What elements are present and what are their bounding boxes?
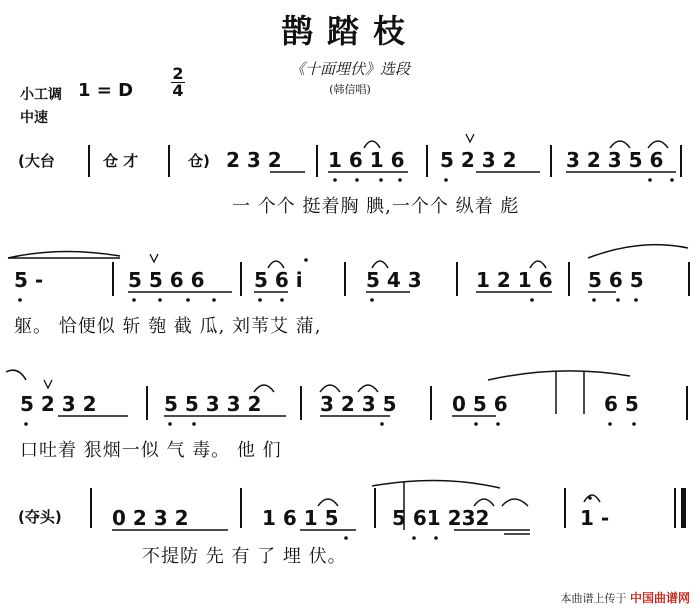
barline: [374, 488, 376, 528]
mode-label: 小工调: [20, 87, 62, 103]
measure-notes: 5 6 5: [588, 268, 644, 292]
low-octave-dot: [132, 298, 136, 302]
measure-notes: 5 2 3 2: [20, 392, 97, 416]
low-octave-dot: [186, 298, 190, 302]
footer-prefix: 本曲谱上传于: [560, 592, 627, 605]
barline: [300, 386, 302, 420]
tie: [588, 245, 688, 258]
barline: [88, 145, 90, 177]
slur: [358, 385, 378, 392]
measure-notes: 5 6 i: [254, 268, 303, 292]
low-octave-dot: [634, 298, 638, 302]
slur: [474, 499, 494, 506]
slur: [610, 141, 630, 148]
low-octave-dot: [380, 422, 384, 426]
lyric-line: 躯。 恰便似 斩 匏 截 瓜, 刘苇艾 蒲,: [14, 316, 322, 337]
percussion-duotou: (夺头): [18, 508, 62, 526]
measure-notes: 3 2 3 5 6: [566, 148, 664, 172]
measure-notes: 5 -: [14, 268, 44, 292]
barline: [564, 488, 566, 528]
barline: [426, 145, 428, 177]
measure-notes: 6 5: [604, 392, 639, 416]
measure-notes: 5 5 6 6: [128, 268, 205, 292]
measure-notes: 1 2 1 6: [476, 268, 553, 292]
measure-notes: 0 5 6: [452, 392, 508, 416]
fermata-dot: [588, 496, 592, 500]
time-signature: [171, 66, 185, 99]
measure-notes: 5 2 3 2: [440, 148, 517, 172]
slur: [648, 141, 668, 148]
barline: [456, 262, 458, 296]
low-octave-dot: [370, 298, 374, 302]
breath-mark: [466, 134, 474, 142]
low-octave-dot: [616, 298, 620, 302]
percussion-end: 仓): [188, 152, 210, 170]
measure-notes: 5 4 3: [366, 268, 422, 292]
low-octave-dot: [530, 298, 534, 302]
low-octave-dot: [632, 422, 636, 426]
slur: [372, 261, 388, 268]
barline: [168, 145, 170, 177]
measure-notes: 1 6 1 6: [328, 148, 405, 172]
barline: [344, 262, 346, 296]
barline: [90, 488, 92, 528]
barline: [686, 386, 688, 420]
barline: [240, 262, 242, 296]
barline: [112, 262, 114, 296]
low-octave-dot: [648, 178, 652, 182]
breath-mark: [44, 380, 52, 388]
low-octave-dot: [608, 422, 612, 426]
measure-notes: 5 5 3 3 2: [164, 392, 262, 416]
time-numerator: 2: [172, 64, 184, 83]
time-denominator: 4: [172, 81, 184, 100]
low-octave-dot: [192, 422, 196, 426]
measure-notes: 5 61 232: [392, 506, 490, 530]
measure-notes: 2 3 2: [226, 148, 282, 172]
high-octave-dot: [304, 258, 308, 262]
measure-notes: 1 6 1 5: [262, 506, 339, 530]
measure-notes: 3 2 3 5: [320, 392, 397, 416]
barline: [680, 145, 682, 177]
slur: [502, 499, 528, 506]
tempo-label: 中速: [20, 110, 48, 126]
barline: [240, 488, 242, 528]
low-octave-dot: [24, 422, 28, 426]
low-octave-dot: [496, 422, 500, 426]
lyric-line: 口吐着 狠烟一似 气 毒。 他 们: [20, 440, 282, 461]
final-barline-thin: [674, 488, 676, 528]
lyric-line: 不提防 先 有 了 埋 伏。: [142, 546, 347, 567]
measure-notes: 1 -: [580, 506, 610, 530]
low-octave-dot: [412, 536, 416, 540]
slur: [364, 141, 380, 148]
low-octave-dot: [158, 298, 162, 302]
barline: [550, 145, 552, 177]
barline: [688, 262, 690, 296]
slur: [320, 385, 340, 392]
slur: [268, 261, 284, 268]
low-octave-dot: [168, 422, 172, 426]
breath-mark: [150, 254, 158, 262]
low-octave-dot: [398, 178, 402, 182]
tie: [372, 480, 500, 488]
slur: [530, 261, 546, 268]
key-signature: 1 = D: [78, 80, 134, 101]
low-octave-dot: [333, 178, 337, 182]
tie: [6, 370, 26, 380]
footer-credit: [560, 589, 690, 606]
singer-note: (韩信唱): [329, 83, 371, 96]
fermata: [584, 495, 600, 502]
site-logo-text[interactable]: 中国曲谱网: [629, 591, 690, 605]
low-octave-dot: [474, 422, 478, 426]
barline: [568, 262, 570, 296]
tie: [8, 251, 120, 258]
tie: [488, 371, 630, 380]
low-octave-dot: [592, 298, 596, 302]
low-octave-dot: [344, 536, 348, 540]
measure-notes: 0 2 3 2: [112, 506, 189, 530]
slur: [254, 385, 274, 392]
low-octave-dot: [212, 298, 216, 302]
low-octave-dot: [434, 536, 438, 540]
percussion-measure: 仓 才: [103, 152, 139, 170]
barline: [430, 386, 432, 420]
barline: [316, 145, 318, 177]
percussion-intro: (大台: [18, 152, 55, 170]
score-subtitle: 《十面埋伏》选段: [289, 60, 410, 78]
barline: [146, 386, 148, 420]
slur: [318, 499, 338, 506]
low-octave-dot: [258, 298, 262, 302]
low-octave-dot: [444, 178, 448, 182]
low-octave-dot: [18, 298, 22, 302]
lyric-line: 一 个个 挺着胸 腆,一个个 纵着 彪: [232, 196, 520, 217]
low-octave-dot: [670, 178, 674, 182]
final-barline-thick: [681, 488, 686, 528]
low-octave-dot: [379, 178, 383, 182]
low-octave-dot: [355, 178, 359, 182]
score-title: 鹊踏枝: [280, 12, 419, 50]
low-octave-dot: [280, 298, 284, 302]
